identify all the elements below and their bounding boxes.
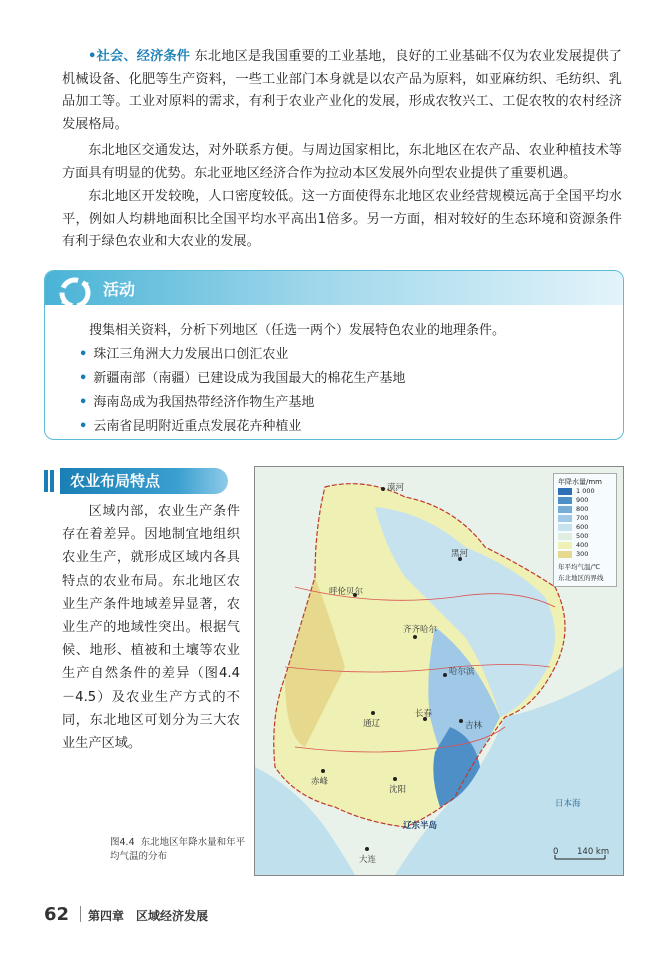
legend-boundary: 东北地区的界线 xyxy=(558,574,604,582)
city-label: 呼伦贝尔 xyxy=(329,587,364,597)
paragraph-body: 东北地区开发较晚，人口密度较低。这一方面使得东北地区农业经营规模远高于全国平均水平，例如人均耕地面积比全国平均水平高出1倍多。另一方面，相对较好的生态环境和资源条件有利于绿色农业和大农业的发展。 xyxy=(62,189,622,249)
city-label: 大连 xyxy=(359,855,377,865)
city-label: 漠河 xyxy=(387,483,405,493)
footer-divider xyxy=(80,906,81,922)
paragraph-transport xyxy=(62,140,622,185)
paragraph-social-economic xyxy=(62,46,622,136)
list-item: • 云南省昆明附近重点发展花卉种植业 xyxy=(79,419,302,434)
precipitation-temperature-map xyxy=(254,466,624,876)
figure-number: 图4.4 xyxy=(110,837,135,848)
city-label: 赤峰 xyxy=(311,777,329,787)
peninsula-label: 辽东半岛 xyxy=(403,821,438,831)
section-body: 区域内部，农业生产条件存在着差异。因地制宜地组织农业生产，就形成区域内各具特点的农业布局。东北地区农业生产条件地域差异显著，农业生产的地域性突出。根据气候、地形、植被和土壤等农业生产自然条件的差异（图4.4－4.5）及农业生产方式的不同，东北地区可划分为三大农业生产区域。 xyxy=(62,504,240,752)
chapter-title: 第四章 区域经济发展 xyxy=(88,909,209,923)
map-legend: 年降水量/mm 1 000 900 800 700 600 500 400 300 年平均气温/℃ 东北地区的界线 xyxy=(553,473,617,587)
activity-list xyxy=(79,343,405,439)
paragraph-body: 东北地区交通发达，对外联系方便。与周边国家相比，东北地区在农产品、农业种植技术等方面具有明显的优势。东北亚地区经济合作为拉动本区发展外向型农业提供了重要机遇。 xyxy=(62,143,622,181)
city-label: 哈尔滨 xyxy=(449,667,475,677)
section-heading xyxy=(44,468,228,494)
paragraph-population xyxy=(62,186,622,254)
scale-zero: 0 xyxy=(553,847,559,857)
city-label: 齐齐哈尔 xyxy=(403,625,438,635)
list-item: • 珠江三角洲大力发展出口创汇农业 xyxy=(79,347,289,362)
city-label: 长春 xyxy=(415,709,433,719)
city-label: 沈阳 xyxy=(389,785,407,795)
scale-label: 140 km xyxy=(577,847,610,857)
figure-caption xyxy=(110,836,250,864)
figure-title: 东北地区年降水量和年平均气温的分布 xyxy=(110,837,246,862)
page-number: 62 xyxy=(44,904,70,925)
activity-title: 活动 xyxy=(103,280,136,299)
legend-title: 年降水量/mm xyxy=(558,478,602,486)
list-item: • 海南岛成为我国热带经济作物生产基地 xyxy=(79,395,315,410)
paragraph-heading: •社会、经济条件 xyxy=(88,49,191,64)
list-item: • 新疆南部（南疆）已建设成为我国最大的棉花生产基地 xyxy=(79,371,406,386)
cycle-arrows-icon xyxy=(55,273,95,313)
city-label: 吉林 xyxy=(465,721,483,731)
legend-temperature: 年平均气温/℃ xyxy=(558,563,600,571)
paragraph-body: 东北地区是我国重要的工业基地，良好的工业基础不仅为农业发展提供了机械设备、化肥等生产资料，一些工业部门本身就是以农产品为原料，如亚麻纺织、毛纺织、乳品加工等。工业对原料的需求，有利于农业产业化的发展，形成农牧兴工、工促农牧的农村经济发展格局。 xyxy=(62,49,622,132)
section-title: 农业布局特点 xyxy=(60,468,228,494)
activity-intro: 搜集相关资料，分析下列地区（任选一两个）发展特色农业的地理条件。 xyxy=(89,323,506,338)
activity-box xyxy=(44,270,624,440)
city-label: 黑河 xyxy=(451,549,469,559)
city-label: 通辽 xyxy=(363,719,381,729)
sea-label: 日本海 xyxy=(555,799,581,809)
